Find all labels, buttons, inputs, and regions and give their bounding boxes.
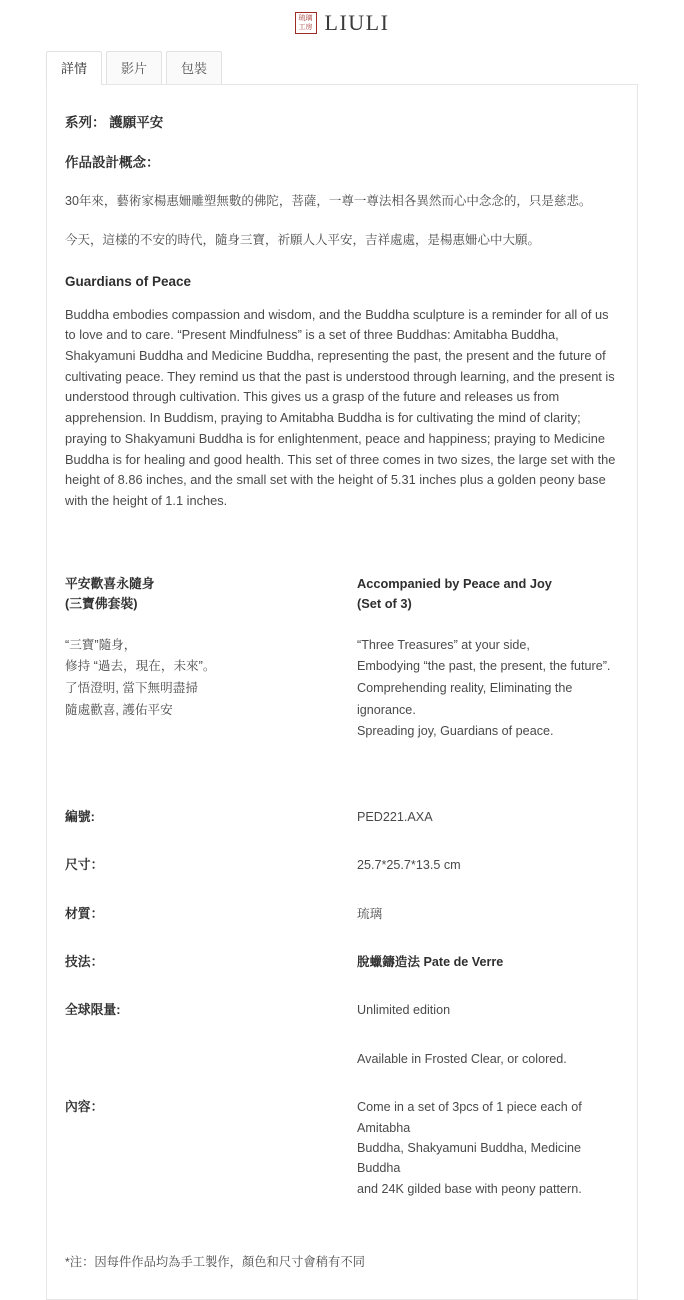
spec-value (357, 952, 619, 972)
poem-block (65, 574, 619, 743)
poem-line: “三寶”隨身， (65, 637, 137, 652)
spec-row (65, 1000, 619, 1020)
spec-row (65, 904, 619, 924)
english-heading: Guardians of Peace (65, 273, 192, 289)
tab-bar (0, 50, 684, 84)
brand-name: LIULI (324, 10, 390, 35)
spec-label: 尺寸： (65, 857, 104, 873)
poem-body-english (357, 635, 619, 743)
poem-chinese-column (65, 574, 357, 743)
english-paragraph: Buddha embodies compassion and wisdom, and the Buddha sculpture is a reminder for all of us to love and to care. “Present Mindfulness” is a set of three Buddhas: Amitabha Buddha, Shakyamuni Buddha and Medicine Buddha, representing the past, the present and the future of cultivating peace. They remind us that the past is understood through learning, and the present is understood through cultivation. This gives us a grasp of the future and releases us from apprehension. In Buddism, praying to Amitabha Buddha is for cultivating the mind of clarity; praying to Shakyamuni Buddha is for enlightenment, peace and happiness; praying to Medicine Buddha is for healing and good health. This set of three comes in two sizes, the large set with the height of 8.86 inches, and the small set with the height of 5.31 inches plus a golden peony base with the height of 1.1 inches. (65, 306, 616, 508)
poem-title-chinese-line-2: (三寶佛套裝) (65, 596, 138, 612)
spec-label (65, 1049, 357, 1069)
details-panel (46, 84, 638, 1300)
poem-line: 了悟澄明, 當下無明盡掃 (65, 680, 198, 695)
spec-row (65, 1097, 619, 1199)
footnote: *注：因每件作品均為手工製作，顏色和尺寸會稍有不同 (65, 1255, 365, 1270)
spec-value (357, 1097, 619, 1199)
spec-value-line: and 24K gilded base with peony pattern. (357, 1181, 582, 1196)
poem-line: Embodying “the past, the present, the future”. (357, 659, 611, 674)
concept-heading: 作品設計概念： (65, 155, 160, 170)
poem-title-chinese (65, 574, 347, 615)
spec-value (357, 855, 619, 875)
spec-value-line: PED221.AXA (357, 809, 433, 824)
tab-packaging[interactable]: 包裝 (166, 51, 222, 84)
spec-row-availability (65, 1049, 619, 1069)
poem-line: 修持 “過去，現在，未來”。 (65, 659, 216, 674)
poem-line: “Three Treasures” at your side, (357, 637, 530, 652)
tab-details[interactable]: 詳情 (46, 51, 102, 85)
spec-label: 技法： (65, 954, 104, 970)
poem-title-english-line-1: Accompanied by Peace and Joy (357, 575, 552, 591)
spec-value-line: Available in Frosted Clear, or colored. (357, 1051, 567, 1066)
poem-line: Comprehending reality, Eliminating the (357, 680, 573, 695)
spec-value-line: 25.7*25.7*13.5 cm (357, 858, 461, 873)
concept-paragraph-1: 30年來，藝術家楊惠姍雕塑無數的佛陀，菩薩，一尊一尊法相各異然而心中念念的，只是慈悲。 (65, 194, 592, 208)
concept-paragraph-2: 今天，這樣的不安的時代，隨身三寶，祈願人人平安，吉祥處處，是楊惠姍心中大願。 (65, 233, 541, 248)
poem-english-column (357, 574, 619, 743)
tab-video[interactable]: 影片 (106, 51, 162, 84)
liuli-seal-icon: 琉璃工房 (295, 12, 317, 34)
poem-line: 隨處歡喜, 護佑平安 (65, 702, 173, 717)
series-line: 系列： 護願平安 (65, 115, 164, 130)
spec-value (357, 807, 619, 827)
poem-line: Spreading joy, Guardians of peace. (357, 724, 554, 739)
spec-value-line: 琉璃 (357, 906, 383, 921)
specification-table (65, 807, 619, 1199)
spec-value (357, 1000, 619, 1020)
spec-label: 內容： (65, 1099, 104, 1115)
spec-value (357, 1049, 619, 1069)
spec-value-line: Unlimited edition (357, 1003, 451, 1018)
poem-title-english-line-2: (Set of 3) (357, 596, 412, 612)
poem-body-chinese (65, 635, 347, 722)
spec-label: 全球限量: (65, 1002, 121, 1018)
spec-row (65, 855, 619, 875)
poem-title-chinese-line-1: 平安歡喜永隨身 (65, 575, 155, 591)
poem-line: ignorance. (357, 702, 416, 717)
spec-value-line: Buddha, Shakyamuni Buddha, Medicine Buddha (357, 1141, 582, 1176)
spec-label: 編號: (65, 808, 95, 824)
spec-value (357, 904, 619, 924)
spec-row (65, 807, 619, 827)
spec-label: 材質： (65, 905, 104, 921)
poem-title-english (357, 574, 619, 615)
spec-value-line: 脫蠟鑄造法 Pate de Verre (357, 955, 504, 970)
spec-value-line: Come in a set of 3pcs of 1 piece each of Amitabha (357, 1100, 582, 1135)
spec-row (65, 952, 619, 972)
brand-header (0, 0, 684, 50)
